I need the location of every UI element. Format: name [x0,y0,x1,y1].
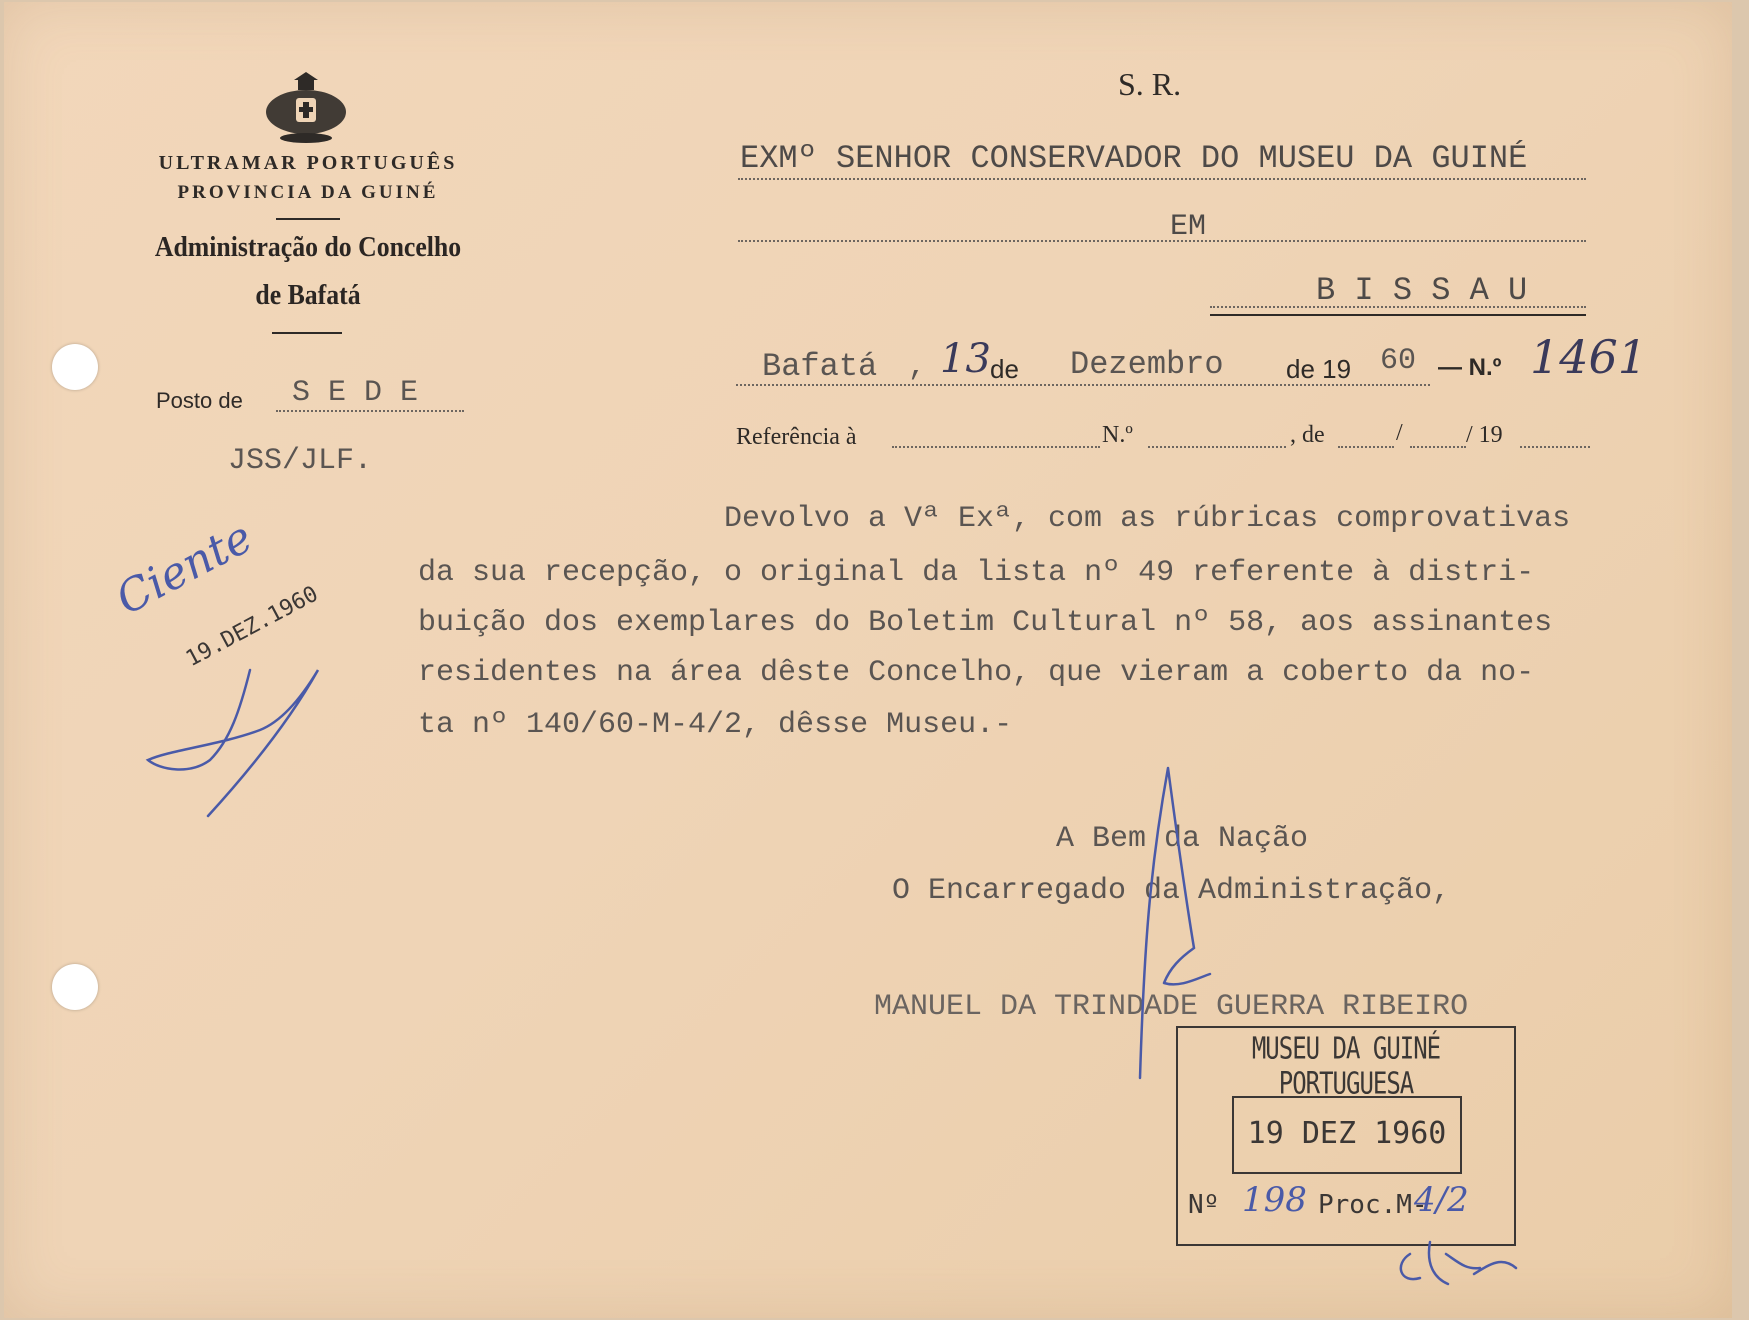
date-day-handwritten: 13 [940,336,991,382]
header-rule [276,218,340,220]
margin-initials-mark [140,650,330,820]
admin-line-2: de Bafatá [255,280,361,311]
numero-label: — N.º [1438,354,1502,381]
city-underline [1210,314,1586,316]
org-line-1: ULTRAMAR PORTUGUÊS [158,152,458,174]
salutation: S. R. [1118,66,1182,102]
body-line-4: residentes na área dêste Concelho, que vieram a coberto da no- [418,656,1535,690]
date-dotted-line [736,384,1430,386]
margin-note-date: 19.DEZ.1960 [182,581,323,673]
admin-line-1: Administração do Concelho [154,232,462,263]
stamp-no-value: 198 [1242,1180,1307,1220]
closing-role: O Encarregado da Administração, [892,874,1451,908]
reference-dotted-5 [1520,446,1590,448]
em-dotted-line [738,240,1586,242]
body-line-3: buição dos exemplares do Boletim Cultural nº 58, aos assinantes [418,606,1553,640]
numero-handwritten: 1461 [1530,330,1648,384]
reference-no-label: N.º [1102,422,1133,448]
reference-dotted-1 [892,446,1100,448]
org-line-2: PROVINCIA DA GUINÉ [177,182,439,203]
reference-dotted-4 [1410,446,1466,448]
binder-hole-top [52,344,98,390]
city-line: B I S S A U [1316,272,1528,309]
binder-hole-bottom [52,964,98,1010]
recipient-dotted-line [738,178,1586,180]
reference-label: Referência à [736,424,857,450]
margin-note-word: Ciente [108,511,261,626]
body-line-5: ta nº 140/60-M-4/2, dêsse Museu.- [418,708,1013,742]
reference-de-label: , de [1290,422,1325,448]
date-sep: , [908,350,927,384]
body-line-2: da sua recepção, o original da lista nº 49 referente à distri- [418,556,1535,590]
stamp-initials-mark [1390,1234,1520,1296]
posto-label: Posto de [156,388,243,413]
stamp-proc-label: Proc.M- [1318,1190,1428,1220]
recipient-line: EXMº SENHOR CONSERVADOR DO MUSEU DA GUINÉ [740,140,1528,177]
header-rule-2 [272,332,342,334]
coat-of-arms-icon [258,72,354,144]
reference-code: JSS/JLF. [228,444,373,478]
stamp-proc-value: 4/2 [1414,1180,1469,1220]
reference-year-label: / 19 [1466,422,1503,448]
em-line: EM [1170,210,1207,244]
reference-dotted-3 [1338,446,1394,448]
stamp-no-label: Nº [1188,1190,1220,1220]
body-line-1: Devolvo a Vª Exª, com as rúbricas comprovativas [724,502,1571,536]
stamp-date: 19 DEZ 1960 [1247,1116,1447,1151]
stamp-date-box [1232,1096,1462,1174]
stamp-title: MUSEU DA GUINÉ PORTUGUESA [1251,1031,1441,1101]
closing-motto: A Bem da Nação [1056,822,1309,856]
signatory-name: MANUEL DA TRINDADE GUERRA RIBEIRO [874,990,1469,1024]
date-de19-label: de 19 [1286,354,1352,384]
date-de-label: de [990,354,1019,384]
date-month: Dezembro [1070,346,1224,383]
posto-dotted-line [276,410,464,412]
reference-dotted-2 [1148,446,1286,448]
museum-stamp [1176,1026,1516,1246]
date-year: 60 [1380,344,1417,378]
posto-value: S E D E [292,376,419,410]
city-dotted-line [1210,306,1586,308]
reference-slash: / [1396,420,1403,446]
date-place: Bafatá [762,348,878,385]
